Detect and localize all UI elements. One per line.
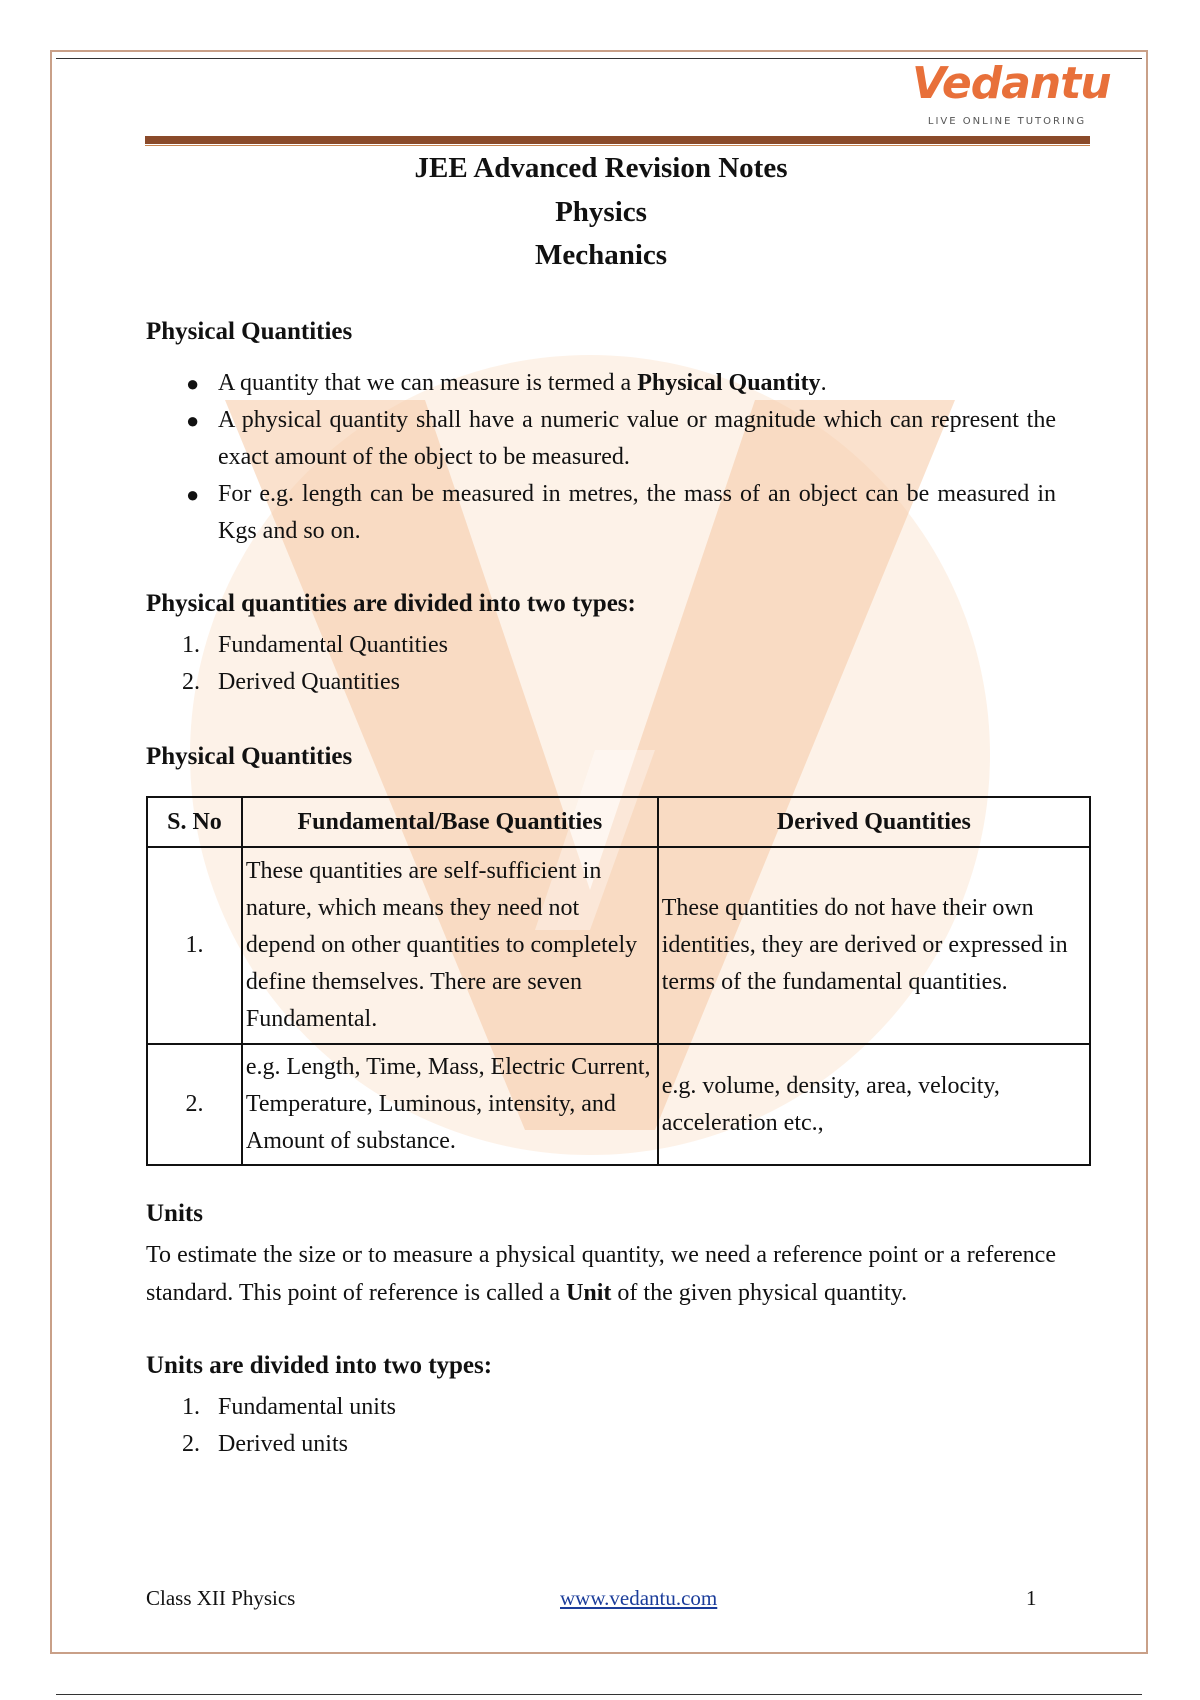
bullet-dot-icon: ● [186, 408, 200, 433]
quantity-types-list [182, 627, 448, 701]
physical-quantity-bullets [186, 365, 1056, 550]
doc-title: JEE Advanced Revision Notes [414, 152, 788, 184]
section-heading-unit-types: Units are divided into two types: [146, 1352, 493, 1379]
doc-chapter: Mechanics [534, 239, 668, 271]
doc-subject: Physics [555, 196, 647, 228]
section-heading-types: Physical quantities are divided into two types: [146, 590, 636, 617]
logo-wordmark: Vedantu [912, 58, 1111, 109]
page-number: 1 [1026, 1586, 1037, 1610]
cell-derived: e.g. volume, density, area, velocity, acceleration etc., [658, 1044, 1090, 1165]
unit-types-list [182, 1389, 396, 1463]
cell-sno: 2. [147, 1044, 242, 1165]
header-band-accent [145, 145, 1090, 146]
vedantu-logo [912, 58, 1111, 128]
header-sno: S. No [147, 797, 242, 847]
section-heading-physical-quantities: Physical Quantities [146, 318, 353, 345]
section-heading-units: Units [146, 1200, 203, 1227]
section-heading-table: Physical Quantities [146, 743, 353, 770]
header-derived: Derived Quantities [658, 797, 1090, 847]
bullet-item: ● A quantity that we can measure is termed a Physical Quantity. [186, 365, 1056, 402]
cell-sno: 1. [147, 847, 242, 1044]
bullet-item: ● For e.g. length can be measured in metres, the mass of an object can be measured in Kgs and so on. [186, 476, 1056, 550]
list-item: 1. Fundamental Quantities [182, 632, 448, 658]
bullet-dot-icon: ● [186, 371, 200, 396]
header-band [145, 136, 1090, 144]
table-header-row [147, 797, 1090, 847]
logo-tagline: LIVE ONLINE TUTORING [927, 116, 1087, 127]
cell-fundamental: These quantities are self-sufficient in nature, which means they need not depend on other quantities to completely define themselves. There are seven Fundamental. [242, 847, 658, 1044]
list-item: 2. Derived Quantities [182, 669, 400, 695]
list-item: 1. Fundamental units [182, 1394, 396, 1420]
bottom-rule [56, 1694, 1142, 1695]
units-paragraph: To estimate the size or to measure a physical quantity, we need a reference point or a reference standard. This point of reference is called a Unit of the given physical quantity. [146, 1242, 1056, 1306]
cell-fundamental: e.g. Length, Time, Mass, Electric Current, Temperature, Luminous, intensity, and Amount of substance. [242, 1044, 658, 1165]
list-item: 2. Derived units [182, 1431, 348, 1457]
header-fundamental: Fundamental/Base Quantities [242, 797, 658, 847]
footer-website-link[interactable]: www.vedantu.com [560, 1586, 718, 1610]
bullet-dot-icon: ● [186, 482, 200, 507]
cell-derived: These quantities do not have their own identities, they are derived or expressed in terms of the fundamental quantities. [658, 847, 1090, 1044]
table-row [147, 847, 1090, 1044]
quantities-table [146, 796, 1091, 1166]
footer-class-label: Class XII Physics [146, 1586, 296, 1610]
table-row [147, 1044, 1090, 1165]
bullet-item: ● A physical quantity shall have a numeric value or magnitude which can represent the exact amount of the object to be measured. [186, 402, 1056, 476]
